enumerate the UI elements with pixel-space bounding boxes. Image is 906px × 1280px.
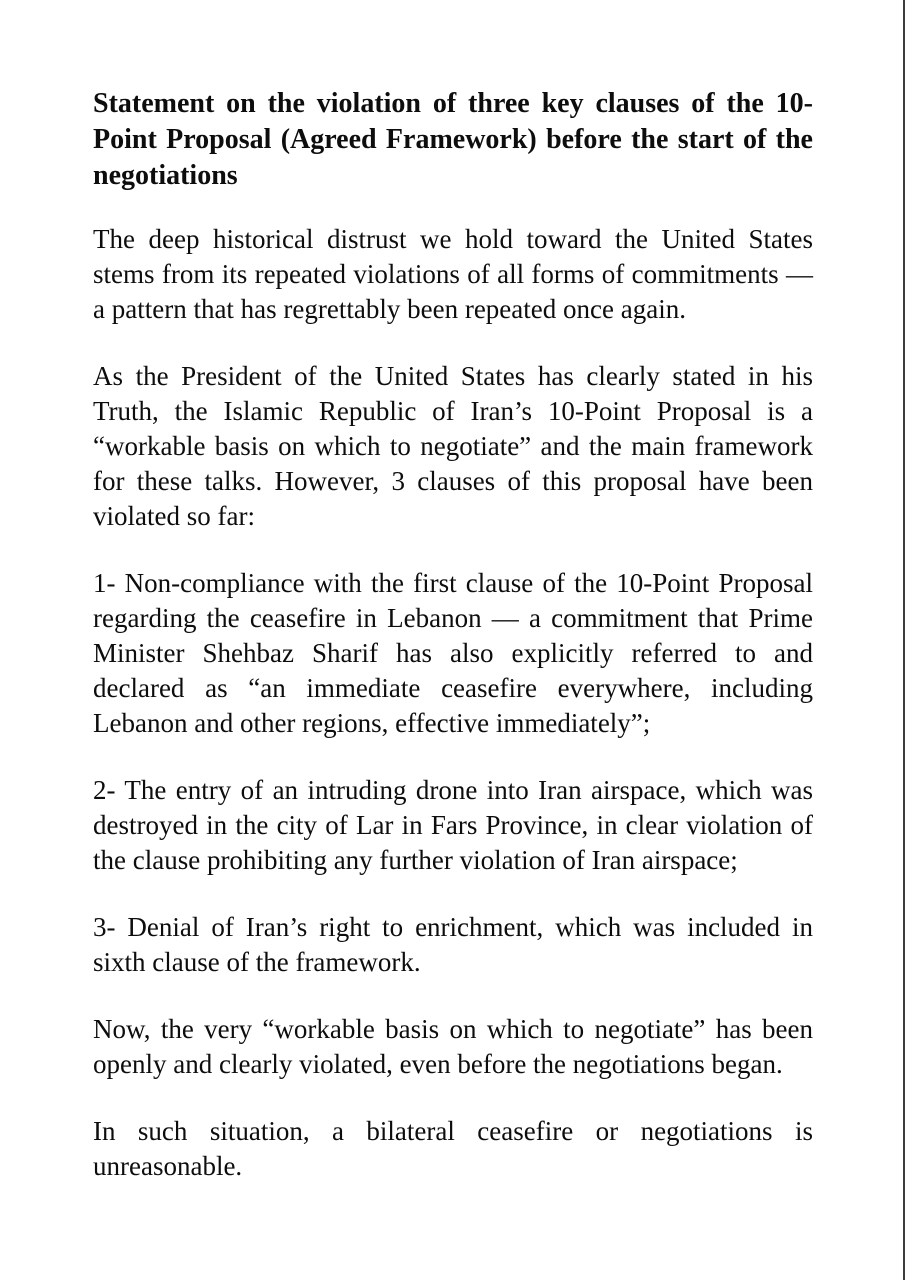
clause-item-1: 1- Non-compliance with the first clause of the 10-Point Proposal regarding the ceasefire in Lebanon — a commitment that Prime Minister Shehbaz Sharif has also explicitly referred to and declared as “an immediate ceasefire everywhere, including Lebanon and other regions, effective immediately”; <box>93 568 813 738</box>
paragraph-framework: As the President of the United States has clearly stated in his Truth, the Islamic Republic of Iran’s 10-Point Proposal is a “workable basis on which to negotiate” and the main framework for these talks. However, 3 clauses of this proposal have been violated so far: <box>93 361 813 531</box>
statement-body <box>93 0 813 1216</box>
scan-edge-line <box>903 0 905 1280</box>
paragraph-conclusion: Now, the very “workable basis on which to negotiate” has been openly and clearly violated, even before the negotiations began. <box>93 1014 813 1079</box>
paragraph-distrust: The deep historical distrust we hold toward the United States stems from its repeated violations of all forms of commitments — a pattern that has regrettably been repeated once again. <box>93 224 813 324</box>
paragraph-final: In such situation, a bilateral ceasefire or negotiations is unreasonable. <box>93 1116 813 1181</box>
clause-item-3: 3- Denial of Iran’s right to enrichment, which was included in sixth clause of the framework. <box>93 912 813 977</box>
clause-item-2: 2- The entry of an intruding drone into Iran airspace, which was destroyed in the city of Lar in Fars Province, in clear violation of the clause prohibiting any further violation of Iran airspace; <box>93 775 813 875</box>
statement-title: Statement on the violation of three key clauses of the 10-Point Proposal (Agreed Framework) before the start of the negotiations <box>93 88 813 191</box>
